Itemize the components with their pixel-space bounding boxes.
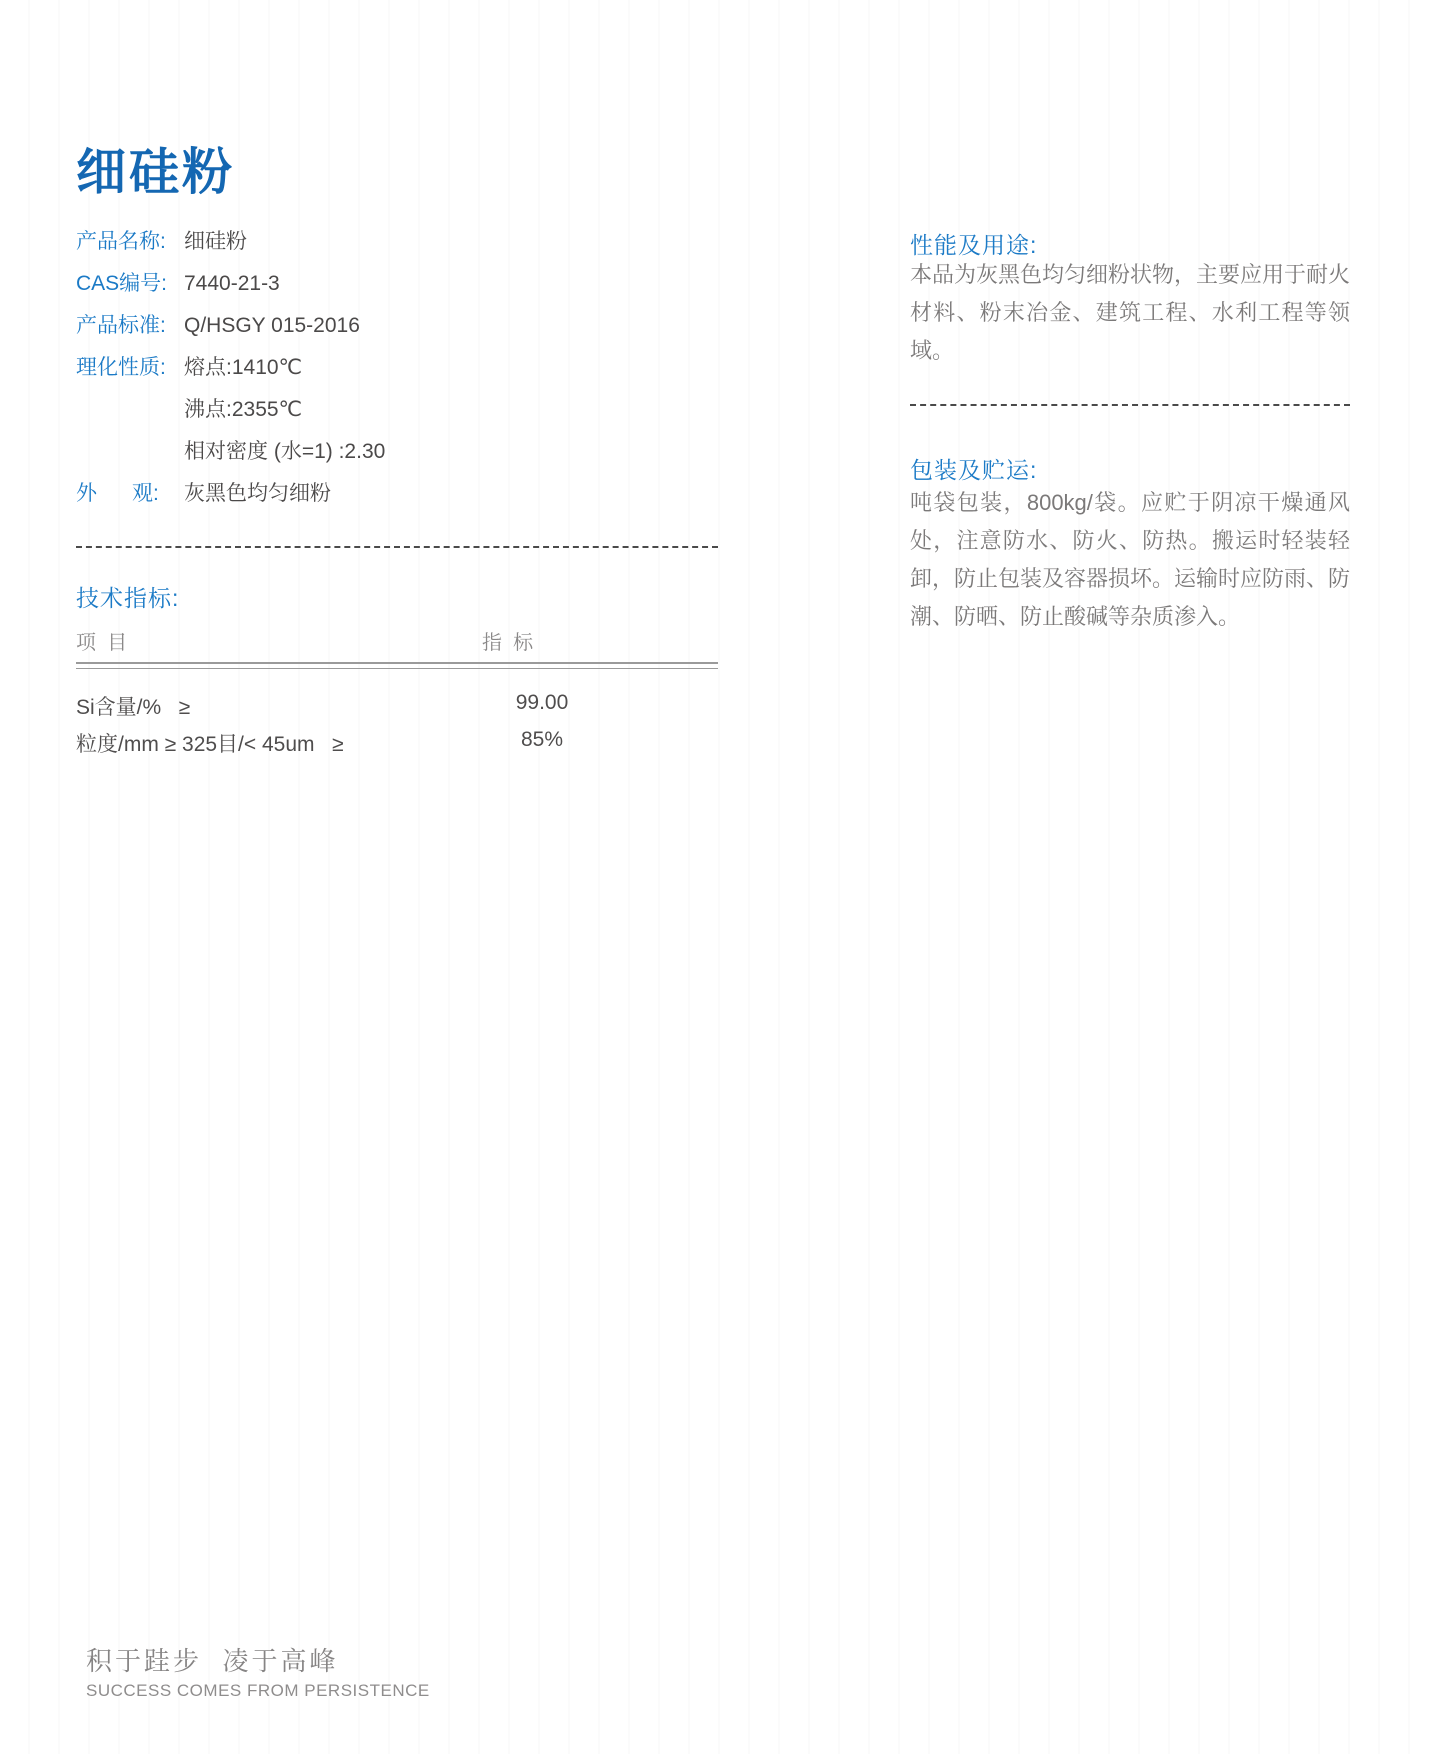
table-double-rule — [76, 662, 718, 669]
info-row-properties-melting — [76, 354, 718, 396]
spec-value: 99.00 — [515, 691, 569, 714]
packaging-body: 吨袋包装，800kg/袋。应贮于阴凉干燥通风处，注意防水、防火、防热。搬运时轻装轻卸，防止包装及容器损坏。运输时应防雨、防潮、防晒、防止酸碱等杂质渗入。 — [910, 490, 1351, 629]
info-row-cas — [76, 270, 718, 312]
info-label: 产品标准: — [76, 314, 166, 337]
info-label: 理化性质: — [76, 356, 166, 379]
info-label: 产品名称: — [76, 230, 166, 253]
tech-specs-heading: 技术指标: — [76, 585, 180, 611]
packaging-section — [910, 484, 1350, 636]
spec-value: 85% — [520, 728, 564, 751]
info-row-appearance — [76, 480, 718, 522]
table-row — [76, 728, 718, 765]
info-label: 外 观: — [76, 482, 159, 505]
info-row-standard — [76, 312, 718, 354]
footer — [86, 1641, 430, 1701]
footer-slogan-en: SUCCESS COMES FROM PERSISTENCE — [86, 1681, 430, 1700]
info-label: CAS编号: — [76, 272, 168, 295]
performance-section — [910, 256, 1350, 370]
spec-item: Si含量/% ≥ — [76, 696, 191, 719]
info-row-properties-density — [76, 438, 718, 480]
info-value: 灰黑色均匀细粉 — [184, 482, 331, 505]
column-header-item: 项 目 — [76, 632, 128, 654]
info-value: 7440-21-3 — [184, 272, 280, 295]
page-title: 细硅粉 — [76, 143, 235, 200]
info-value: 沸点:2355℃ — [184, 398, 303, 421]
info-value: 相对密度 (水=1) :2.30 — [184, 440, 386, 463]
column-header-value: 指 标 — [482, 632, 534, 654]
info-value: 熔点:1410℃ — [184, 356, 303, 379]
spec-table-body — [76, 691, 718, 765]
performance-body: 本品为灰黑色均匀细粉状物，主要应用于耐火材料、粉末冶金、建筑工程、水利工程等领域。 — [910, 262, 1351, 363]
table-row — [76, 691, 718, 728]
info-value: Q/HSGY 015-2016 — [184, 314, 360, 337]
info-row-product-name — [76, 228, 718, 270]
info-value: 细硅粉 — [184, 230, 247, 253]
footer-slogan-cn: 积于跬步 凌于高峰 — [86, 1646, 339, 1676]
performance-heading: 性能及用途: — [910, 232, 1038, 258]
info-row-properties-boiling — [76, 396, 718, 438]
dashed-divider-left — [76, 546, 718, 548]
packaging-heading: 包装及贮运: — [910, 457, 1038, 483]
spec-table-header — [76, 626, 718, 660]
spec-item: 粒度/mm ≥ 325目/< 45um ≥ — [76, 733, 344, 756]
product-info-block — [76, 228, 718, 522]
dashed-divider-right — [910, 404, 1350, 406]
spec-table — [76, 626, 718, 765]
